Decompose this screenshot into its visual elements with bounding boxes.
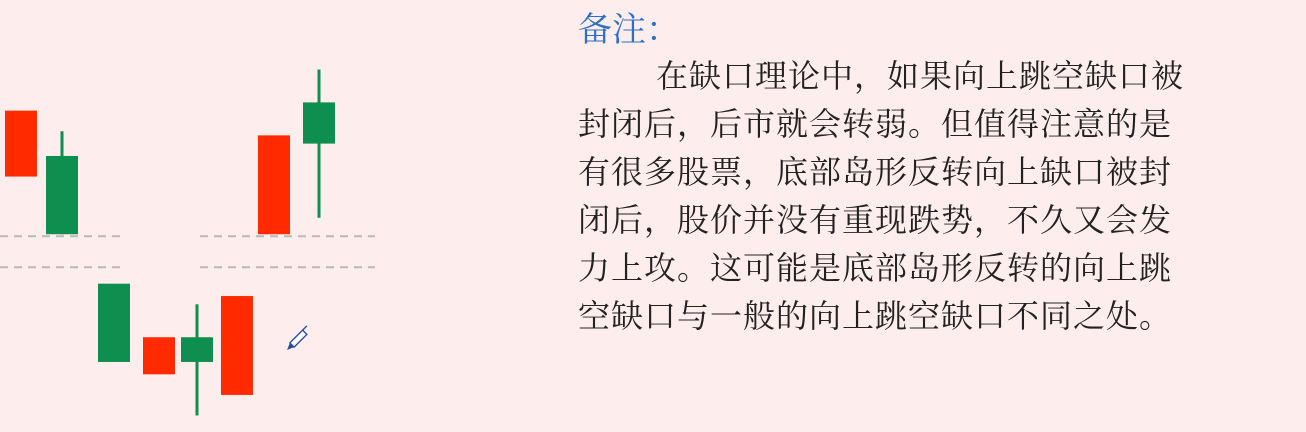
note-line: 封闭后，后市就会转弱。但值得注意的是 [578,105,1173,143]
note-line: 闭后，股价并没有重现跌势，不久又会发 [578,201,1173,239]
candle-red [221,296,253,395]
note-line: 空缺口与一般的向上跳空缺口不同之处。 [578,297,1173,335]
candlestick-chart [0,0,560,432]
candle-body [5,111,37,177]
candle-body [303,102,335,143]
note-line: 有很多股票，底部岛形反转向上缺口被封 [578,153,1173,191]
candle-red [143,337,175,374]
candle-body [98,284,130,362]
candles [5,69,335,415]
candle-body [143,337,175,374]
candle-green [46,131,78,234]
note-line: 力上攻。这可能是底部岛形反转的向上跳 [578,249,1173,287]
candle-body [46,156,78,234]
candle-green [181,304,213,415]
note-panel [578,8,1302,340]
candle-body [181,337,213,362]
candle-body [258,135,290,234]
pen-cursor-icon [285,326,311,352]
candle-green [303,69,335,217]
candle-body [221,296,253,395]
note-title: 备注： [578,10,680,50]
candle-red [258,135,290,234]
candle-red [5,111,37,177]
note-line: 在缺口理论中，如果向上跳空缺口被 [656,57,1185,95]
gap-level-lines [0,236,375,267]
candle-green [98,284,130,362]
